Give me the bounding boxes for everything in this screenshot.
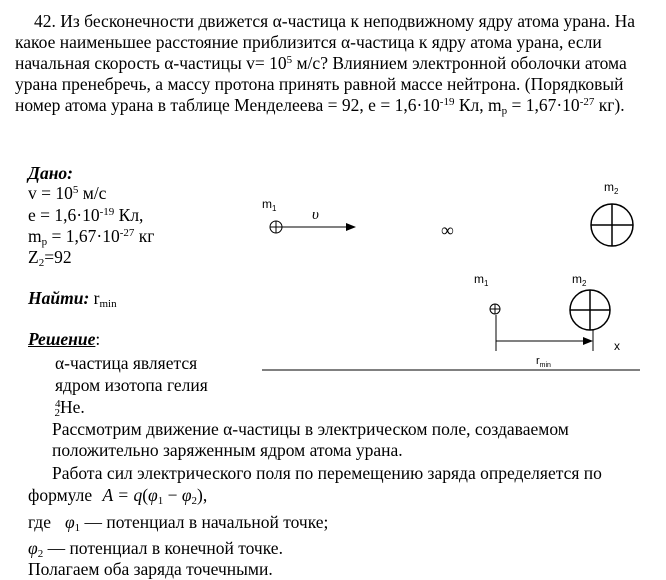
solution-line-2: ядром изотопа гелия (55, 375, 208, 395)
paragraph-1-line-2: положительно заряженным ядром атома урана. (52, 440, 403, 460)
alpha-particle-top (270, 221, 282, 233)
uranium-nucleus-bottom (570, 290, 610, 330)
phi2-definition: $\varphi_2$ — потенциал в конечной точке. (28, 538, 283, 560)
phi1-definition: где $\varphi_1$ — потенциал в начальной точке; (28, 512, 329, 534)
infinity-symbol: ∞ (441, 220, 454, 240)
find-line: Найти: $r_{min}$ (28, 288, 117, 310)
m1-bottom-label: $m_1$ (474, 272, 489, 288)
problem-number: 42. (34, 11, 56, 31)
given-heading: Дано: (28, 163, 73, 183)
x-axis-label: x (614, 339, 620, 353)
solution-line-1: α-частица является (55, 353, 198, 373)
m2-top-label: $m_2$ (604, 180, 619, 196)
rmin-label: $r_{min}$ (536, 355, 551, 369)
paragraph-1-line-1: Рассмотрим движение α-частицы в электрическом поле, создаваемом (52, 419, 569, 439)
given-velocity: $v = 10^5$ м/с (28, 183, 107, 203)
solution-heading: Решение: (28, 329, 101, 349)
m2-bottom-label: $m_2$ (572, 272, 587, 288)
solution-last-line: Полагаем оба заряда точечными. (28, 559, 273, 579)
helium-isotope: $^4_2$He. (54, 397, 85, 419)
work-formula: $A = q(\varphi_1 - \varphi_2)$, (102, 485, 208, 507)
velocity-label: υ (312, 207, 319, 223)
given-charge: $e = 1,6\cdot 10^{-19}$ Кл, (28, 205, 144, 225)
m1-top-label: $m_1$ (262, 197, 277, 213)
problem-statement: 42. Из бесконечности движется α-частица к неподвижному ядру атома урана. На какое наименьшее расстояние приблизится α-частица к ядру атома урана, если начальная скорость α-частицы $v= 10^5$ м/с? Влиянием электронной оболочки атома урана пренебречь, а массу протона принять равной массе нейтрона. (Порядковый номер атома урана в таблице Менделеева = 92, $e = 1,6\cdot 10^{-19}$ Кл, $m_p = 1,67\cdot 10^{-27}$ кг). (15, 11, 636, 117)
given-atomic-number: $Z_2=92$ (28, 247, 72, 269)
uranium-nucleus-top (591, 204, 633, 246)
paragraph-2-line-2: формуле $A = q(\varphi_1 - \varphi_2)$, (28, 485, 208, 507)
alpha-particle-bottom (490, 304, 500, 314)
given-proton-mass: $m_p = 1,67\cdot 10^{-27}$ кг (28, 226, 155, 248)
paragraph-2-line-1: Работа сил электрического поля по перемещению заряда определяется по (52, 463, 602, 483)
